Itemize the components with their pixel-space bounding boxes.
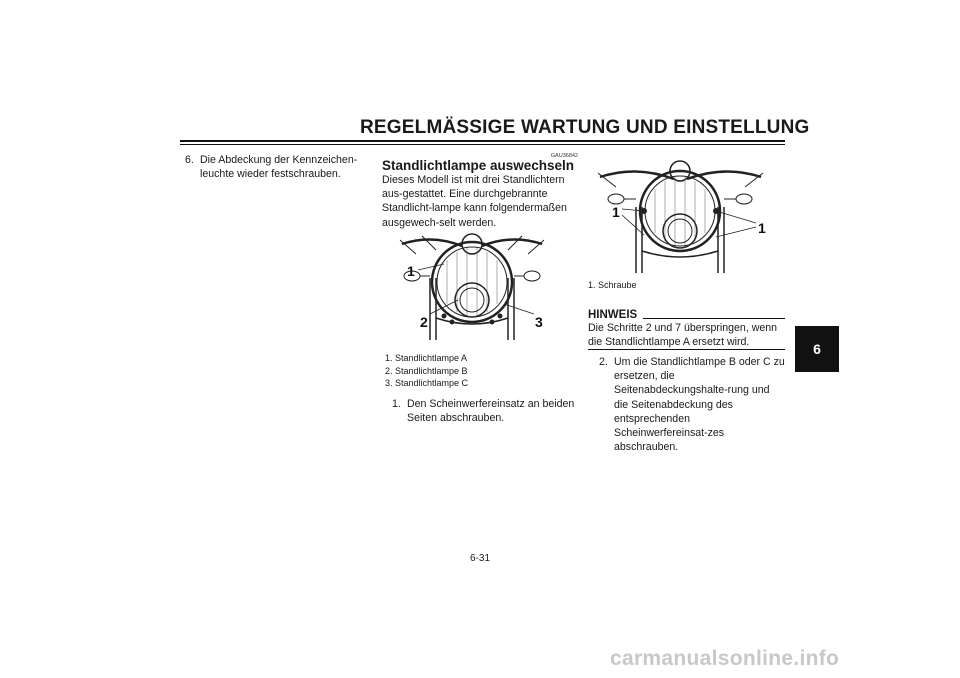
section-title: Standlichtlampe auswechseln bbox=[382, 158, 575, 173]
header-rule-thin bbox=[180, 144, 785, 145]
callout-2: 2 bbox=[420, 314, 428, 330]
step-1-number: 1. bbox=[392, 398, 401, 410]
header-rule bbox=[180, 140, 785, 142]
step-6-text: Die Abdeckung der Kennzeichen-leuchte wieder festschrauben. bbox=[200, 154, 358, 181]
caption-item: 2. Standlichtlampe B bbox=[385, 365, 468, 376]
figure-captions bbox=[385, 352, 585, 390]
callout-1-left: 1 bbox=[612, 204, 620, 220]
page-number: 6-31 bbox=[469, 553, 490, 564]
callout-3: 3 bbox=[535, 314, 543, 330]
page-header-title: REGELMÄSSIGE WARTUNG UND EINSTELLUNG bbox=[360, 117, 810, 138]
note-label: HINWEIS bbox=[588, 309, 638, 321]
step-1-text: Den Scheinwerfereinsatz an beiden Seiten abschrauben. bbox=[407, 398, 575, 425]
step-2-number: 2. bbox=[599, 356, 608, 368]
step-6-number: 6. bbox=[185, 154, 194, 166]
callout-1-right: 1 bbox=[758, 220, 766, 236]
figure-caption-screw: 1. Schraube bbox=[588, 280, 637, 290]
callout-1: 1 bbox=[407, 263, 415, 279]
headlight-figure-position-lamps bbox=[392, 230, 552, 348]
caption-item: 3. Standlichtlampe C bbox=[385, 378, 469, 389]
chapter-tab: 6 bbox=[795, 326, 839, 372]
reference-code: GAU36842 bbox=[550, 153, 578, 159]
step-2-text: Um die Standlichtlampe B oder C zu ersetzen, die Seitenabdeckungshalte-rung und die Seitenabdeckung des entsprechenden Scheinwerfereinsat-zes abschrauben. bbox=[614, 356, 785, 454]
headlight-figure-screws bbox=[588, 155, 773, 275]
intro-paragraph: Dieses Modell ist mit drei Standlichtern aus-gestattet. Eine durchgebrannte Standlicht-lampe kann folgendermaßen ausgewech-selt werden. bbox=[382, 174, 567, 229]
note-text: Die Schritte 2 und 7 überspringen, wenn die Standlichtlampe A ersetzt wird. bbox=[588, 322, 778, 349]
note-end-rule bbox=[588, 349, 785, 350]
step-6 bbox=[185, 153, 360, 181]
caption-item: 1. Standlichtlampe A bbox=[385, 353, 468, 363]
step-2 bbox=[599, 355, 785, 454]
step-1 bbox=[392, 397, 582, 425]
watermark: carmanualsonline.info bbox=[610, 647, 840, 670]
note-rule bbox=[643, 318, 785, 319]
